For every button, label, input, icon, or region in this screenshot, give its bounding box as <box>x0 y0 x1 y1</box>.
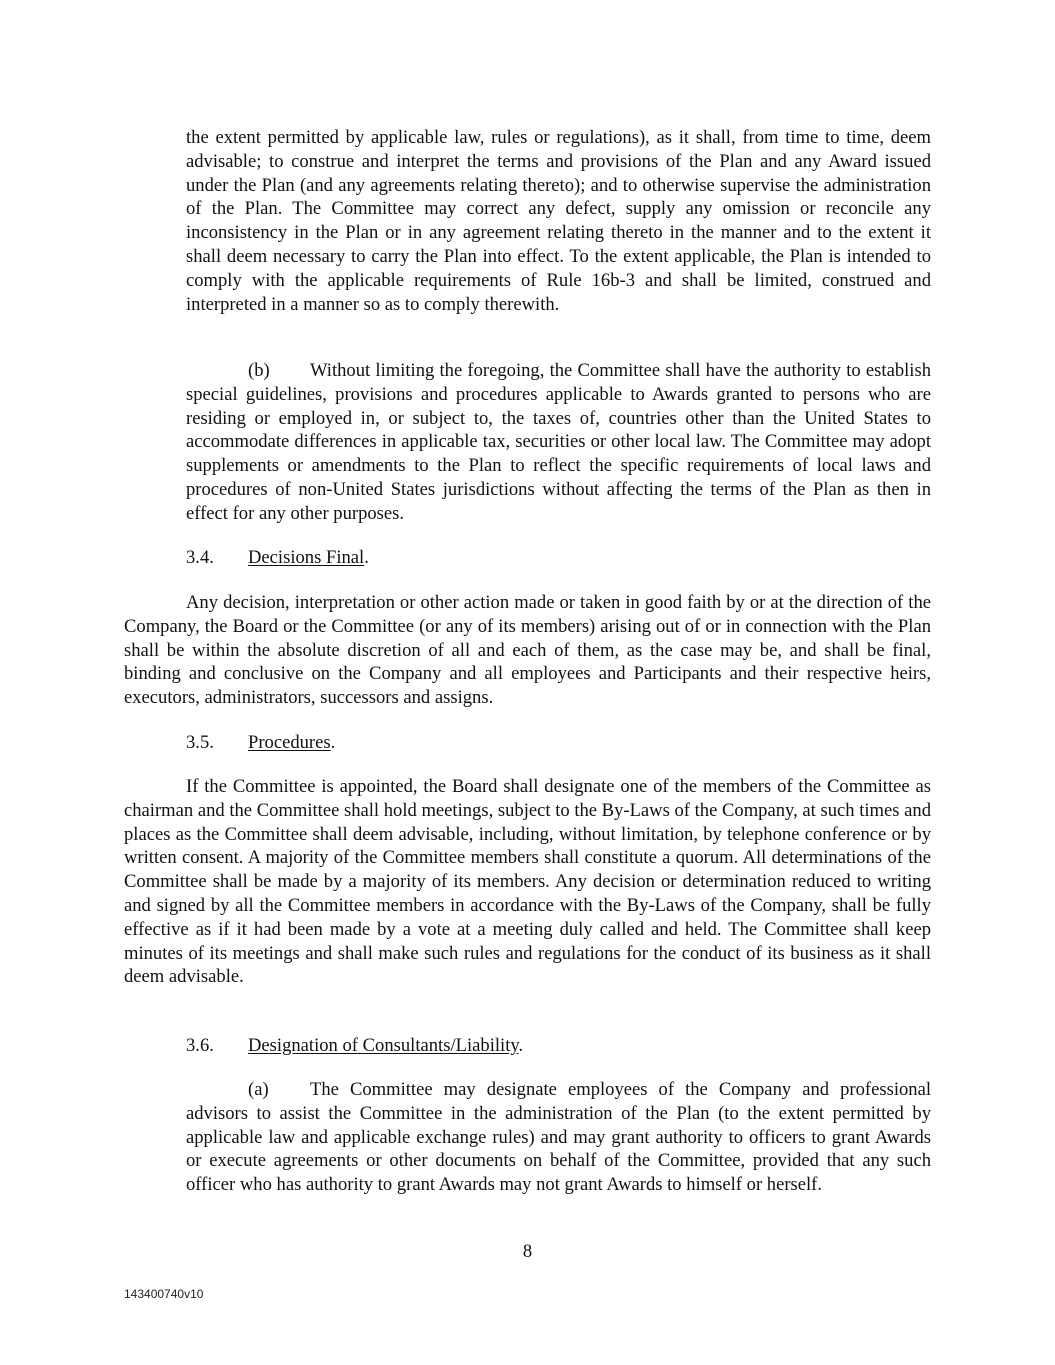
section-3-4-title: Decisions Final <box>248 547 365 568</box>
subsection-a-text: The Committee may designate employees of the Company and professional advisors to assist the Committee in the administration of the Plan (to the extent permitted by applicable law and applicable exchange rules) and may grant authority to officers to grant Awards or execute agreements or other documents on behalf of the Committee, provided that any such officer who has authority to grant Awards may not grant Awards to himself or herself. <box>186 1079 931 1196</box>
subsection-b-text: Without limiting the foregoing, the Committee shall have the authority to establish special guidelines, provisions and procedures applicable to Awards granted to persons who are residing or employed in, or subject to, the taxes of, countries other than the United States to accommodate differences in applicable tax, securities or other local law. The Committee may adopt supplements or amendments to the Plan to reflect the specific requirements of local laws and procedures of non-United States jurisdictions without affecting the terms of the Plan as then in effect for any other purposes. <box>186 360 931 524</box>
section-3-6-title: Designation of Consultants/Liability <box>248 1035 519 1056</box>
section-3-4-heading <box>186 546 369 570</box>
section-3-5-paragraph: If the Committee is appointed, the Board shall designate one of the members of the Committee as chairman and the Committee shall hold meetings, subject to the By-Laws of the Company, at such times and places as the Committee shall deem advisable, including, without limitation, by telephone conference or by written consent. A majority of the Committee members shall constitute a quorum. All determinations of the Committee shall be made by a majority of its members. Any decision or determination reduced to writing and signed by all the Committee members in accordance with the By-Laws of the Company, shall be fully effective as if it had been made by a vote at a meeting duly called and held. The Committee shall keep minutes of its meetings and shall make such rules and regulations for the conduct of its business as it shall deem advisable. <box>124 776 931 988</box>
subsection-a-paragraph <box>186 1078 931 1197</box>
continued-paragraph: the extent permitted by applicable law, rules or regulations), as it shall, from time to time, deem advisable; to construe and interpret the terms and provisions of the Plan and any Award issued under the Plan (and any agreements relating thereto); and to otherwise supervise the administration of the Plan. The Committee may correct any defect, supply any omission or reconcile any inconsistency in the Plan or in any agreement relating thereto in the manner and to the extent it shall deem necessary to carry the Plan into effect. To the extent applicable, the Plan is intended to comply with the applicable requirements of Rule 16b-3 and shall be limited, construed and interpreted in a manner so as to comply therewith. <box>186 127 931 315</box>
subsection-b-paragraph <box>186 359 931 526</box>
section-3-5-title: Procedures <box>248 732 331 753</box>
section-3-6-title-suffix: . <box>518 1035 524 1056</box>
section-3-6-number: 3.6. <box>186 1035 214 1056</box>
subsection-a-label: (a) <box>248 1079 269 1100</box>
section-3-4-paragraph: Any decision, interpretation or other action made or taken in good faith by or at the direction of the Company, the Board or the Committee (or any of its members) arising out of or in connection with the Plan shall be within the absolute discretion of all and each of them, as the case may be, and shall be final, binding and conclusive on the Company and all employees and Participants and their respective heirs, executors, administrators, successors and assigns. <box>124 592 931 709</box>
document-id: 143400740v10 <box>124 1287 204 1301</box>
section-3-4-title-suffix: . <box>364 547 369 568</box>
section-3-5-heading <box>186 731 335 755</box>
section-3-6-heading <box>186 1034 523 1058</box>
section-3-5-number: 3.5. <box>186 732 214 753</box>
subsection-b-label: (b) <box>248 360 270 381</box>
section-3-4-number: 3.4. <box>186 547 214 568</box>
section-3-5-title-suffix: . <box>330 732 336 753</box>
page-number: 8 <box>522 1241 533 1262</box>
